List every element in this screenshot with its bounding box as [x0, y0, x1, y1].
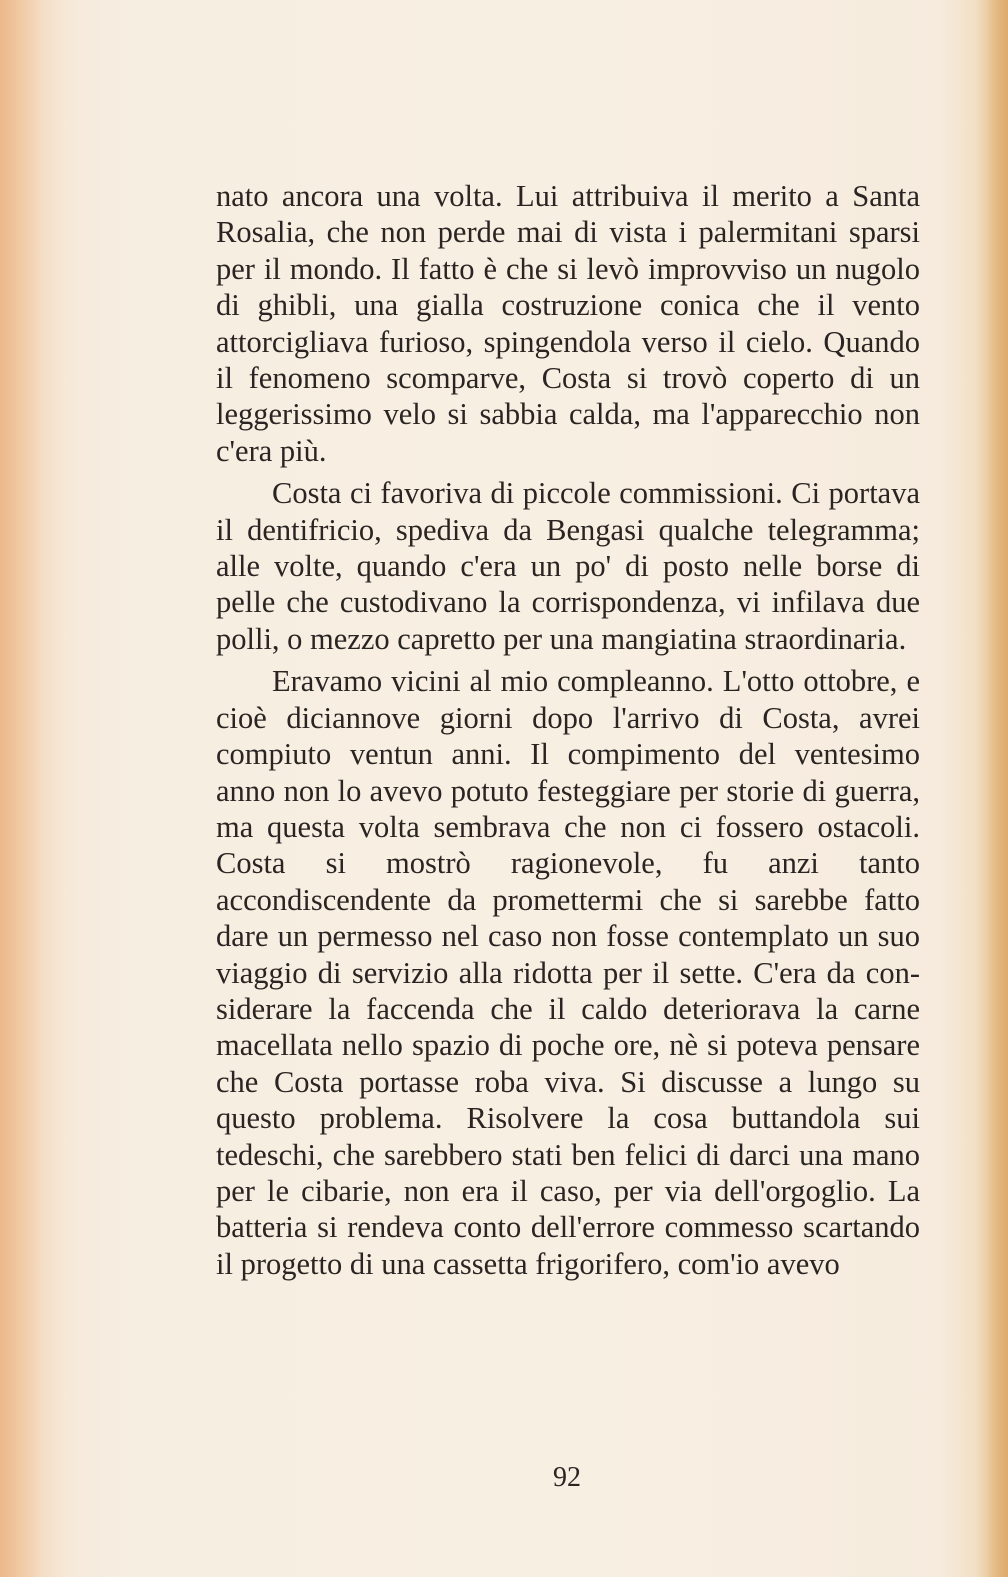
page-number: 92: [553, 1462, 581, 1493]
page-spine-shadow: [0, 0, 60, 1577]
paragraph-1: nato ancora una volta. Lui attribuiva il merito a Santa Rosalia, che non perde mai di vista i palermitani sparsi per il mondo. Il fatto è che si levò improvviso un nugolo di ghibli, una gialla costruzione conica che il vento attorcigliava furioso, spingendola verso il cielo. Quando il fenomeno scomparve, Costa si trovò coperto di un leggerissimo velo si sabbia calda, ma l'apparecchio non c'era più.: [216, 179, 920, 468]
paragraph-2: Costa ci favoriva di piccole commissioni. Ci portava il dentifricio, spediva da Bengasi qualche telegramma; alle volte, quando c'era un po' di posto nelle borse di pelle che custodivano la corrispondenza, vi infilava due polli, o mezzo capretto per una mangiatina straordinaria.: [216, 476, 920, 656]
page-edge-shadow: [986, 0, 1008, 1577]
body-text: [216, 178, 920, 1282]
paragraph-3: Eravamo vicini al mio compleanno. L'otto ottobre, e cioè diciannove giorni dopo l'arrivo di Costa, avrei compiuto ventun anni. Il compimento del ventesimo anno non lo avevo potuto festeggiare per storie di guerra, ma questa volta sembrava che non ci fossero ostacoli. Costa si mostrò ragionevole, fu anzi tanto accondiscendente da promettermi che si sarebbe fatto dare un permesso nel caso non fosse contemplato un suo viaggio di servizio alla ridotta per il sette. C'era da considerare la faccenda che il caldo deteriorava la carne macellata nello spazio di poche ore, nè si poteva pensare che Costa portasse roba viva. Si discusse a lungo su questo problema. Risolvere la cosa buttandola sui tedeschi, che sarebbero stati ben felici di darci una mano per le cibarie, non era il caso, per via dell'orgoglio. La batteria si rendeva conto dell'errore commesso scartando il progetto di una cassetta frigorifero, com'io avevo: [216, 664, 920, 1281]
